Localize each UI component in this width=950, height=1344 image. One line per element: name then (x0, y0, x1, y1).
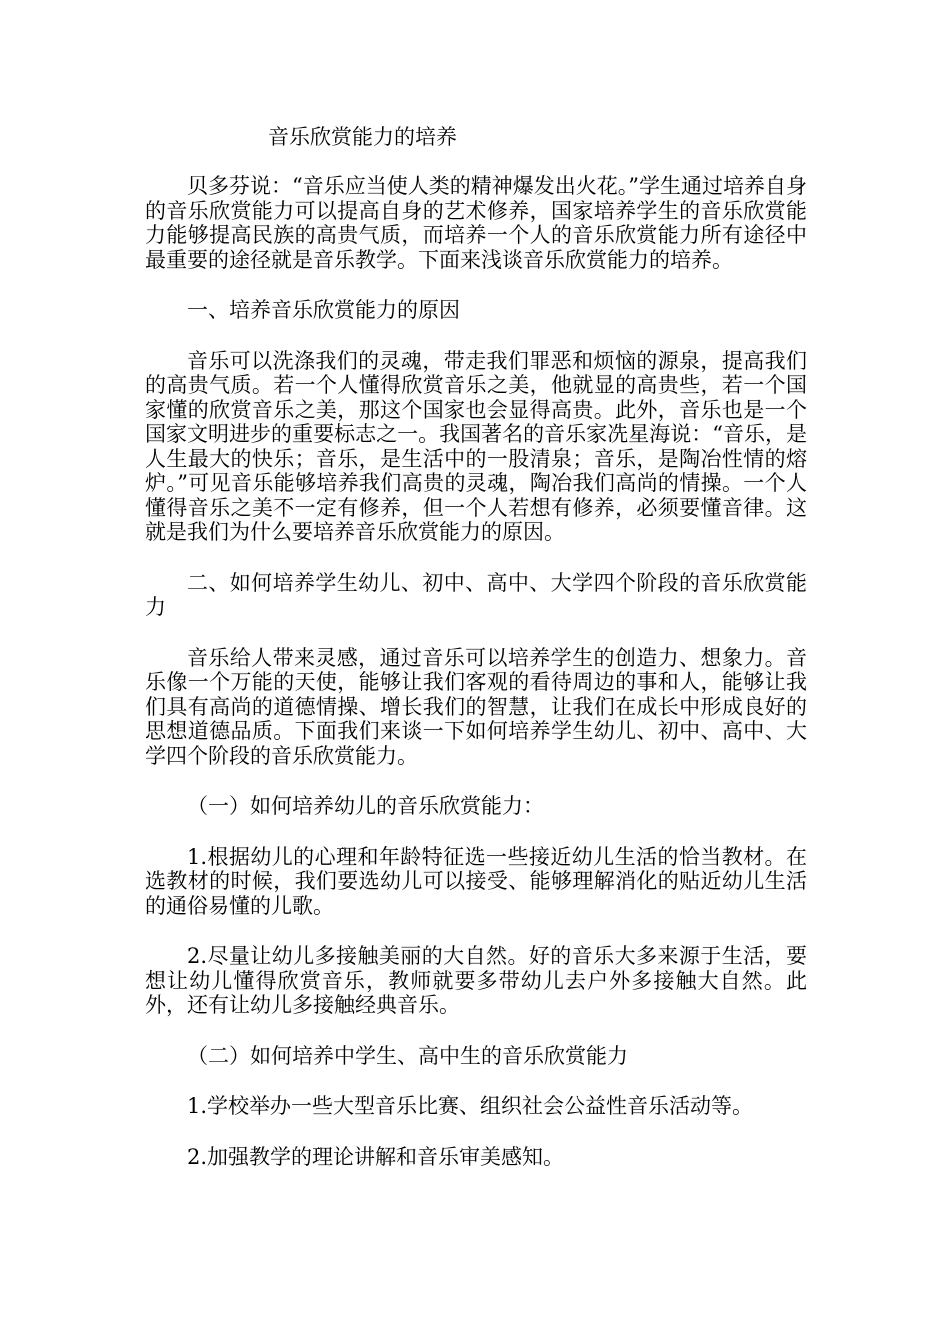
paragraph-inspiration: 音乐给人带来灵感，通过音乐可以培养学生的创造力、想象力。音乐像一个万能的天使，能够让我们客观的看待周边的事和人，能够让我们具有高尚的道德情操、增长我们的智慧，让我们在成长中形成良好的思想道德品质。下面我们来谈一下如何培养学生幼儿、初中、高中、大学四个阶段的音乐欣赏能力。 (145, 645, 807, 768)
list-item-4: 2.加强教学的理论讲解和音乐审美感知。 (187, 1144, 565, 1169)
document-title: 音乐欣赏能力的培养 (268, 125, 457, 149)
list-item-2: 2.尽量让幼儿多接触美丽的大自然。好的音乐大多来源于生活，要想让幼儿懂得欣赏音乐，教师就要多带幼儿去户外多接触大自然。此外，还有让幼儿多接触经典音乐。 (145, 944, 807, 1017)
section-heading-1: 一、培养音乐欣赏能力的原因 (187, 298, 460, 322)
subsection-heading-1: （一）如何培养幼儿的音乐欣赏能力： (187, 794, 544, 818)
document-body (145, 174, 807, 1195)
section-heading-2: 二、如何培养学生幼儿、初中、高中、大学四个阶段的音乐欣赏能力 (145, 570, 807, 619)
list-item-1: 1.根据幼儿的心理和年龄特征选一些接近幼儿生活的恰当教材。在选教材的时候，我们要选幼儿可以接受、能够理解消化的贴近幼儿生活的通俗易懂的儿歌。 (145, 844, 807, 918)
paragraph-intro: 贝多芬说：“音乐应当使人类的精神爆发出火花。”学生通过培养自身的音乐欣赏能力可以提高自身的艺术修养，国家培养学生的音乐欣赏能力能够提高民族的高贵气质，而培养一个人的音乐欣赏能力所有途径中最重要的途径就是音乐教学。下面来浅谈音乐欣赏能力的培养。 (145, 174, 807, 272)
paragraph-reasons: 音乐可以洗涤我们的灵魂，带走我们罪恶和烦恼的源泉，提高我们的高贵气质。若一个人懂得欣赏音乐之美，他就显的高贵些，若一个国家懂的欣赏音乐之美，那这个国家也会显得高贵。此外，音乐也是一个国家文明进步的重要标志之一。我国著名的音乐家冼星海说：“音乐，是人生最大的快乐；音乐，是生活中的一股清泉；音乐，是陶冶性情的熔炉。”可见音乐能够培养我们高贵的灵魂，陶冶我们高尚的情操。一个人懂得音乐之美不一定有修养，但一个人若想有修养，必须要懂音律。这就是我们为什么要培养音乐欣赏能力的原因。 (145, 348, 807, 544)
list-item-3: 1.学校举办一些大型音乐比赛、组织社会公益性音乐活动等。 (187, 1094, 754, 1118)
subsection-heading-2: （二）如何培养中学生、高中生的音乐欣赏能力 (187, 1043, 628, 1068)
